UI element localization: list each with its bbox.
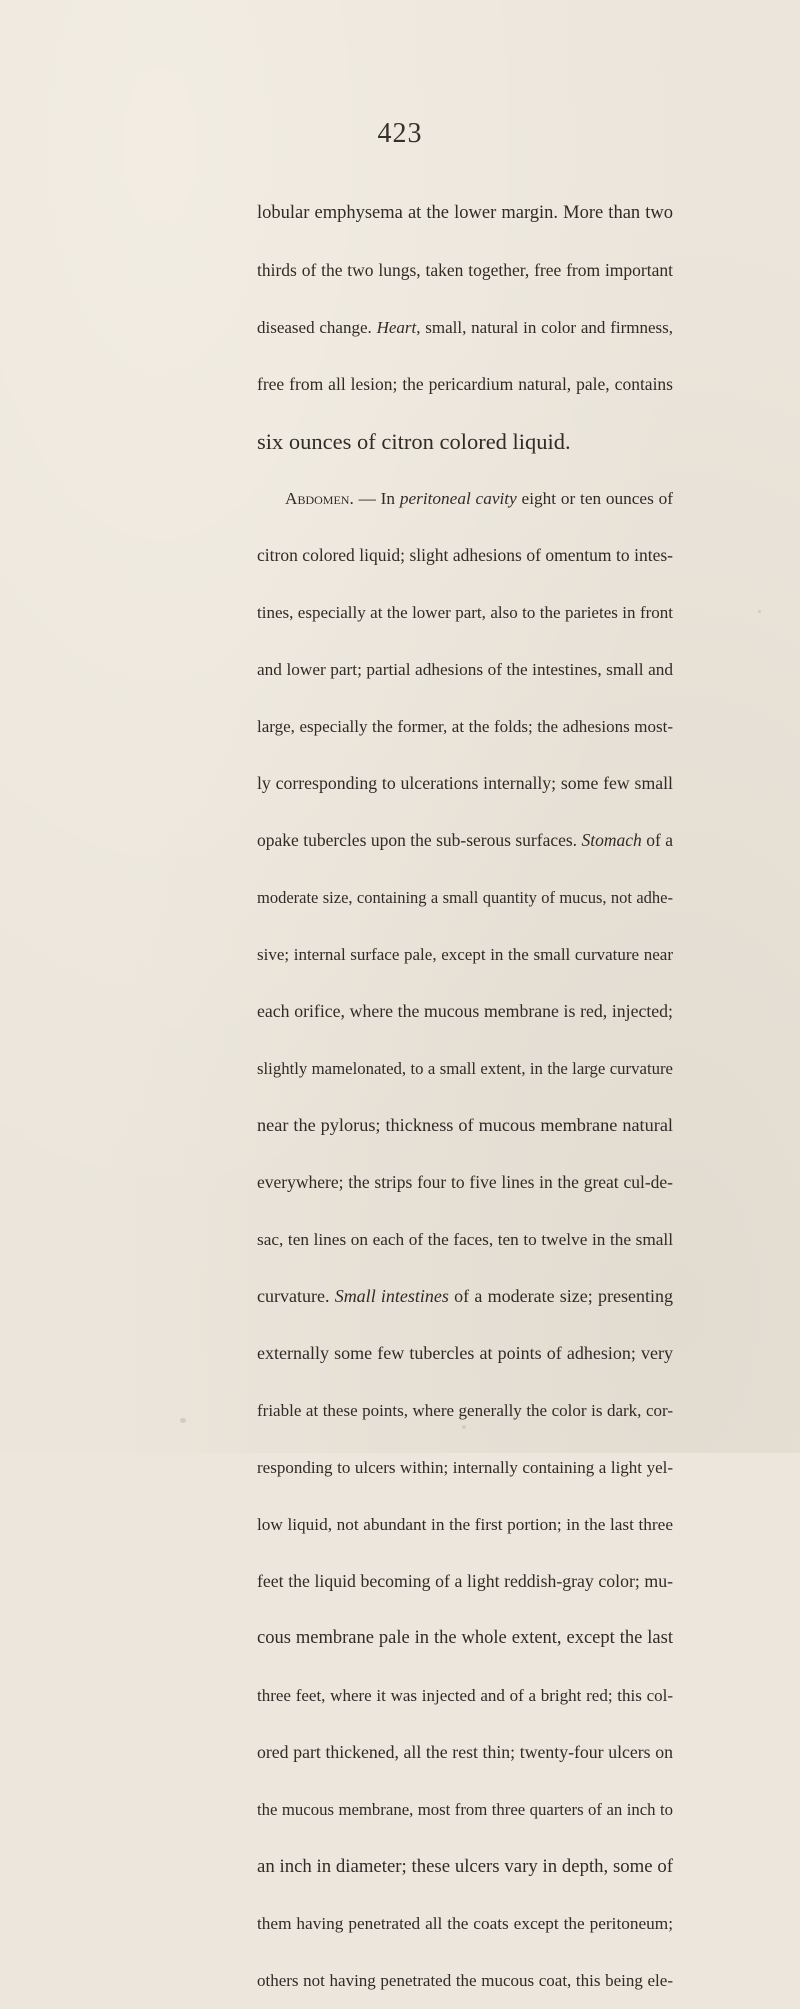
- text-line: responding to ulcers within; internally containing a light yel-: [257, 1458, 673, 1477]
- text-line: sac, ten lines on each of the faces, ten to twelve in the small: [257, 1230, 673, 1249]
- paper-speck: [180, 1418, 186, 1423]
- text-line: sive; internal surface pale, except in the small curvature near: [257, 945, 673, 964]
- text-line: friable at these points, where generally the color is dark, cor-: [257, 1401, 673, 1420]
- text-line: ored part thickened, all the rest thin; twenty-four ulcers on: [257, 1742, 673, 1762]
- text-line: citron colored liquid; slight adhesions of omentum to intes-: [257, 545, 673, 565]
- text-line: and lower part; partial adhesions of the intestines, small and: [257, 660, 673, 679]
- text-line: diseased change. Heart, small, natural in color and firmness,: [257, 318, 673, 337]
- text-line: the mucous membrane, most from three quarters of an inch to: [257, 1800, 673, 1819]
- text-line: tines, especially at the lower part, also to the parietes in front: [257, 603, 673, 622]
- text-line: everywhere; the strips four to five lines in the great cul-de-: [257, 1172, 673, 1192]
- text-line: near the pylorus; thickness of mucous membrane natural: [257, 1115, 673, 1135]
- text-line: cous membrane pale in the whole extent, except the last: [257, 1628, 673, 1648]
- text-line: thirds of the two lungs, taken together, free from important: [257, 260, 673, 280]
- text-line: lobular emphysema at the lower margin. More than two: [257, 203, 673, 223]
- text-line: curvature. Small intestines of a moderate size; presenting: [257, 1286, 673, 1306]
- text-line: moderate size, containing a small quantity of mucus, not adhe-: [257, 888, 673, 907]
- text-line: each orifice, where the mucous membrane is red, injected;: [257, 1001, 673, 1021]
- text-line: slightly mamelonated, to a small extent, in the large curvature: [257, 1059, 673, 1078]
- text-line: ly corresponding to ulcerations internally; some few small: [257, 773, 673, 793]
- text-line: six ounces of citron colored liquid.: [257, 429, 571, 454]
- text-line: large, especially the former, at the folds; the adhesions most-: [257, 717, 673, 736]
- paper-speck: [462, 1425, 466, 1429]
- paper-speck: [758, 610, 761, 613]
- text-line: low liquid, not abundant in the first portion; in the last three: [257, 1515, 673, 1534]
- text-line: opake tubercles upon the sub-serous surfaces. Stomach of a: [257, 830, 673, 850]
- text-line: them having penetrated all the coats except the peritoneum;: [257, 1914, 673, 1933]
- text-line: an inch in diameter; these ulcers vary in depth, some of: [257, 1856, 673, 1877]
- text-line: free from all lesion; the pericardium natural, pale, contains: [257, 374, 673, 394]
- text-line: Abdomen. — In peritoneal cavity eight or ten ounces of: [285, 489, 673, 508]
- page-number: 423: [377, 118, 423, 149]
- text-line: three feet, where it was injected and of a bright red; this col-: [257, 1686, 673, 1705]
- text-line: others not having penetrated the mucous coat, this being ele-: [257, 1971, 673, 1990]
- text-line: externally some few tubercles at points of adhesion; very: [257, 1343, 673, 1363]
- text-line: feet the liquid becoming of a light reddish-gray color; mu-: [257, 1571, 673, 1591]
- body-text: [257, 185, 673, 2009]
